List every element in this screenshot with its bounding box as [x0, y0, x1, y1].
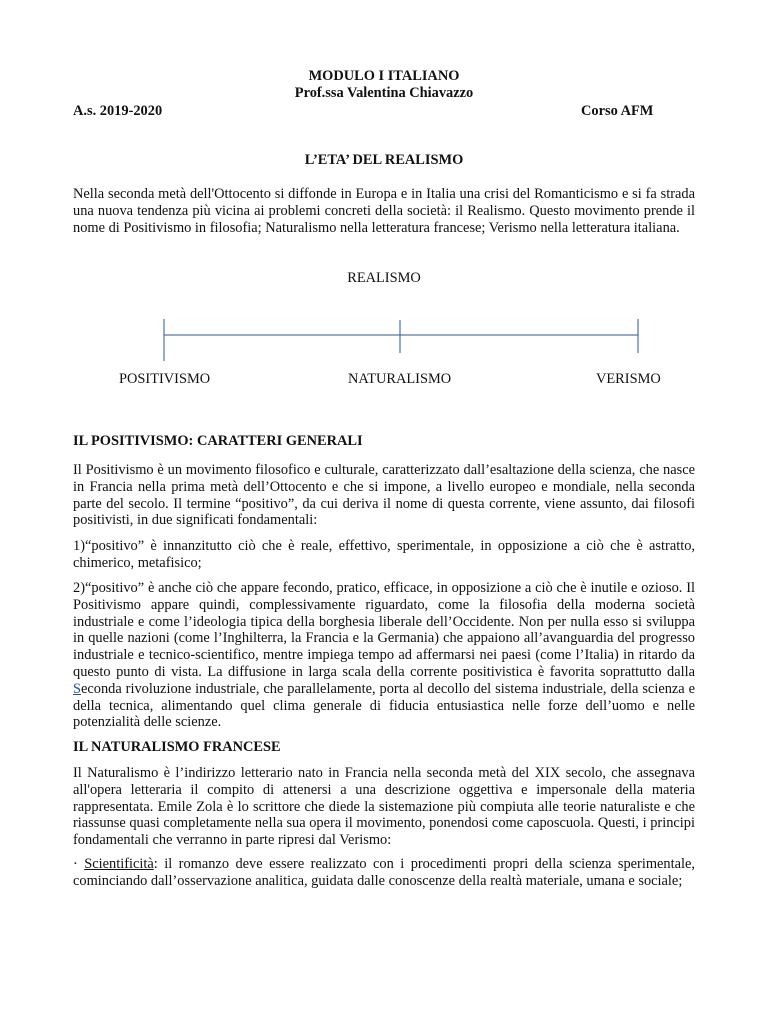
positivism-paragraph-1: Il Positivismo è un movimento filosofico e culturale, caratterizzato dall’esaltazione della scienza, che nasce in Francia nella prima metà dell’Ottocento e che si impone, a livello europeo e mondiale, nella seconda parte del secolo. Il termine “positivo”, da cui deriva il nome di questa corrente, viene assunto, dai filosofi positivisti, in due significati fondamentali:: [73, 462, 695, 529]
naturalism-paragraph-1: Il Naturalismo è l’indirizzo letterario nato in Francia nella seconda metà del XIX secolo, che assegnava all'opera letteraria il compito di attenersi a una descrizione oggettiva e impersonale della materia rappresentata. Emile Zola è lo scrittore che diede la sistemazione più compiuta alle teorie naturaliste e che riassunse quasi completamente nella sua opera il movimento, ponendosi come caposcuola. Questi, i principi fondamentali che verranno in parte ripresi dal Verismo:: [73, 765, 695, 849]
bullet-marker: ·: [73, 856, 78, 872]
naturalism-heading: IL NATURALISMO FRANCESE: [73, 739, 281, 755]
teacher-name: Prof.ssa Valentina Chiavazzo: [294, 85, 474, 101]
positivism-paragraph-2: 1)“positivo” è innanzitutto ciò che è reale, effettivo, sperimentale, in opposizione a ciò che è astratto, chimerico, metafisico;: [73, 538, 695, 571]
branch-label-verismo: VERISMO: [596, 371, 661, 387]
realism-heading: L’ETA’ DEL REALISMO: [304, 152, 464, 168]
course-name: Corso AFM: [581, 103, 654, 119]
seconda-rivoluzione-link[interactable]: S: [73, 680, 82, 697]
positivism-heading: IL POSITIVISMO: CARATTERI GENERALI: [73, 433, 363, 449]
branch-label-naturalismo: NATURALISMO: [348, 371, 452, 387]
realism-intro-paragraph: Nella seconda metà dell'Ottocento si diffonde in Europa e in Italia una crisi del Romanticismo e si fa strada una nuova tendenza più vicina ai problemi concreti della società: il Realismo. Questo movimento prende il nome di Positivismo in filosofia; Naturalismo nella letteratura francese; Verismo nella letteratura italiana.: [73, 186, 695, 236]
positivism-paragraph-3-end: econda rivoluzione industriale, che parallelamente, porta al decollo del sistema industriale, della scienza e della tecnica, alimentando quel clima generale di fiducia entusiastica nelle forze dell’uomo e nelle potenzialità delle scienze.: [73, 680, 695, 731]
branch-label-positivismo: POSITIVISMO: [119, 371, 211, 387]
positivism-paragraph-3-start: 2)“positivo” è anche ciò che appare fecondo, pratico, efficace, in opposizione a ciò che è inutile e ozioso. Il Positivismo appare quindi, complessivamente riguardato, come la filosofia della moderna società industriale e come l’ideologia tipica della borghesia liberale dell’Occidente. Non per nulla esso si sviluppa in quelle nazioni (come l’Inghilterra, la Francia e la Germania) che appaiono all’avanguardia del progresso industriale e tecnico-scientifico, mentre impiega tempo ad affermarsi nei paesi (come l’Italia) in ritardo da questo punto di vista. La diffusione in larga scala della corrente positivistica è favorita soprattutto dalla: [73, 580, 695, 680]
naturalism-bullet-scientificita: [73, 856, 695, 890]
school-year: A.s. 2019-2020: [73, 103, 163, 119]
bullet-description: : il romanzo deve essere realizzato con i procedimenti propri della scienza sperimentale, cominciando dall’osservazione analitica, guidata dalle conoscenze della realtà materiale, umana e sociale;: [73, 856, 695, 889]
bullet-term: Scientificità: [84, 856, 154, 872]
diagram-root-label: REALISMO: [347, 270, 421, 286]
positivism-paragraph-3: [73, 580, 695, 731]
document-title: MODULO I ITALIANO: [308, 68, 460, 84]
